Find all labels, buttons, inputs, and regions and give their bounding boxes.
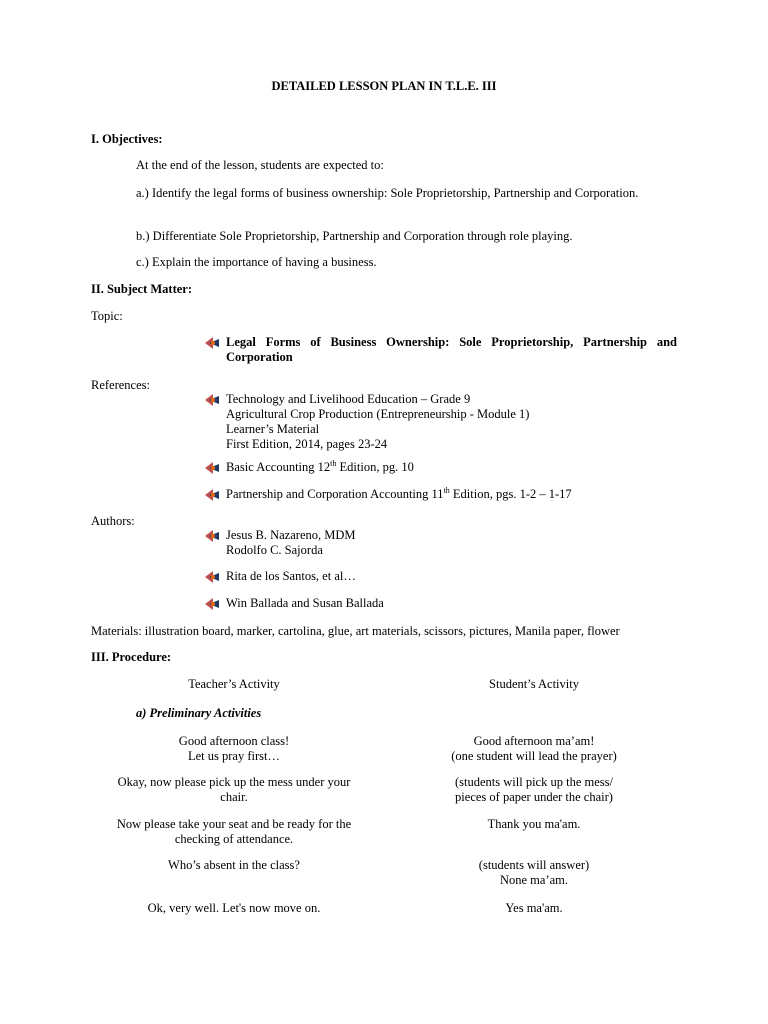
objectives-heading: I. Objectives: <box>91 132 163 146</box>
student-activity-cell: (students will answer) None ma’am. <box>478 858 590 887</box>
bullet-arrow-icon <box>204 461 220 475</box>
authors-label: Authors: <box>91 514 135 528</box>
student-activity-header: Student’s Activity <box>489 677 579 691</box>
teacher-activity-cell: Who’s absent in the class? <box>168 858 300 872</box>
student-activity-cell: Good afternoon ma’am! (one student will lead the prayer) <box>451 734 617 763</box>
subject-matter-heading: II. Subject Matter: <box>91 282 193 296</box>
reference-item <box>226 392 677 452</box>
author-item: Win Ballada and Susan Ballada <box>226 596 384 610</box>
teacher-activity-cell: Good afternoon class! Let us pray first… <box>178 734 290 763</box>
reference-line: Learner’s Material <box>226 422 320 436</box>
author-line: Rodolfo C. Sajorda <box>226 543 323 557</box>
bullet-arrow-icon <box>204 570 220 584</box>
teacher-activity-header: Teacher’s Activity <box>188 677 280 691</box>
reference-item: Partnership and Corporation Accounting 11th Edition, pgs. 1-2 – 1-17 <box>226 485 572 501</box>
author-item: Rita de los Santos, et al… <box>226 569 356 583</box>
bullet-arrow-icon <box>204 393 220 407</box>
references-label: References: <box>91 378 150 392</box>
student-activity-cell: (students will pick up the mess/ pieces of paper under the chair) <box>455 775 613 804</box>
topic-text: Legal Forms of Business Ownership: Sole Proprietorship, Partnership and Corporation <box>226 335 677 364</box>
author-line: Jesus B. Nazareno, MDM <box>226 528 356 542</box>
author-item <box>226 528 677 558</box>
objective-item: a.) Identify the legal forms of business ownership: Sole Proprietorship, Partnership and Corporation. <box>136 186 639 200</box>
reference-line: Agricultural Crop Production (Entrepreneurship - Module 1) <box>226 407 530 421</box>
reference-line: First Edition, 2014, pages 23-24 <box>226 437 388 451</box>
bullet-arrow-icon <box>204 488 220 502</box>
preliminary-activities-subheading: a) Preliminary Activities <box>136 706 262 720</box>
materials-line: Materials: illustration board, marker, cartolina, glue, art materials, scissors, pictures, Manila paper, flower <box>91 624 620 638</box>
topic-label: Topic: <box>91 309 123 323</box>
teacher-activity-cell: Okay, now please pick up the mess under your chair. <box>117 775 351 804</box>
student-activity-cell: Yes ma'am. <box>505 901 563 915</box>
document-title: DETAILED LESSON PLAN IN T.L.E. III <box>271 79 497 93</box>
reference-item: Basic Accounting 12th Edition, pg. 10 <box>226 458 414 474</box>
objective-item: c.) Explain the importance of having a business. <box>136 255 377 269</box>
procedure-heading: III. Procedure: <box>91 650 172 664</box>
objectives-intro: At the end of the lesson, students are expected to: <box>136 158 384 172</box>
student-activity-cell: Thank you ma'am. <box>487 817 581 831</box>
objective-item: b.) Differentiate Sole Proprietorship, Partnership and Corporation through role playing. <box>136 229 573 243</box>
bullet-arrow-icon <box>204 597 220 611</box>
bullet-arrow-icon <box>204 529 220 543</box>
bullet-arrow-icon <box>204 336 220 350</box>
reference-line: Technology and Livelihood Education – Grade 9 <box>226 392 471 406</box>
teacher-activity-cell: Now please take your seat and be ready for the checking of attendance. <box>116 817 352 846</box>
teacher-activity-cell: Ok, very well. Let's now move on. <box>147 901 321 915</box>
